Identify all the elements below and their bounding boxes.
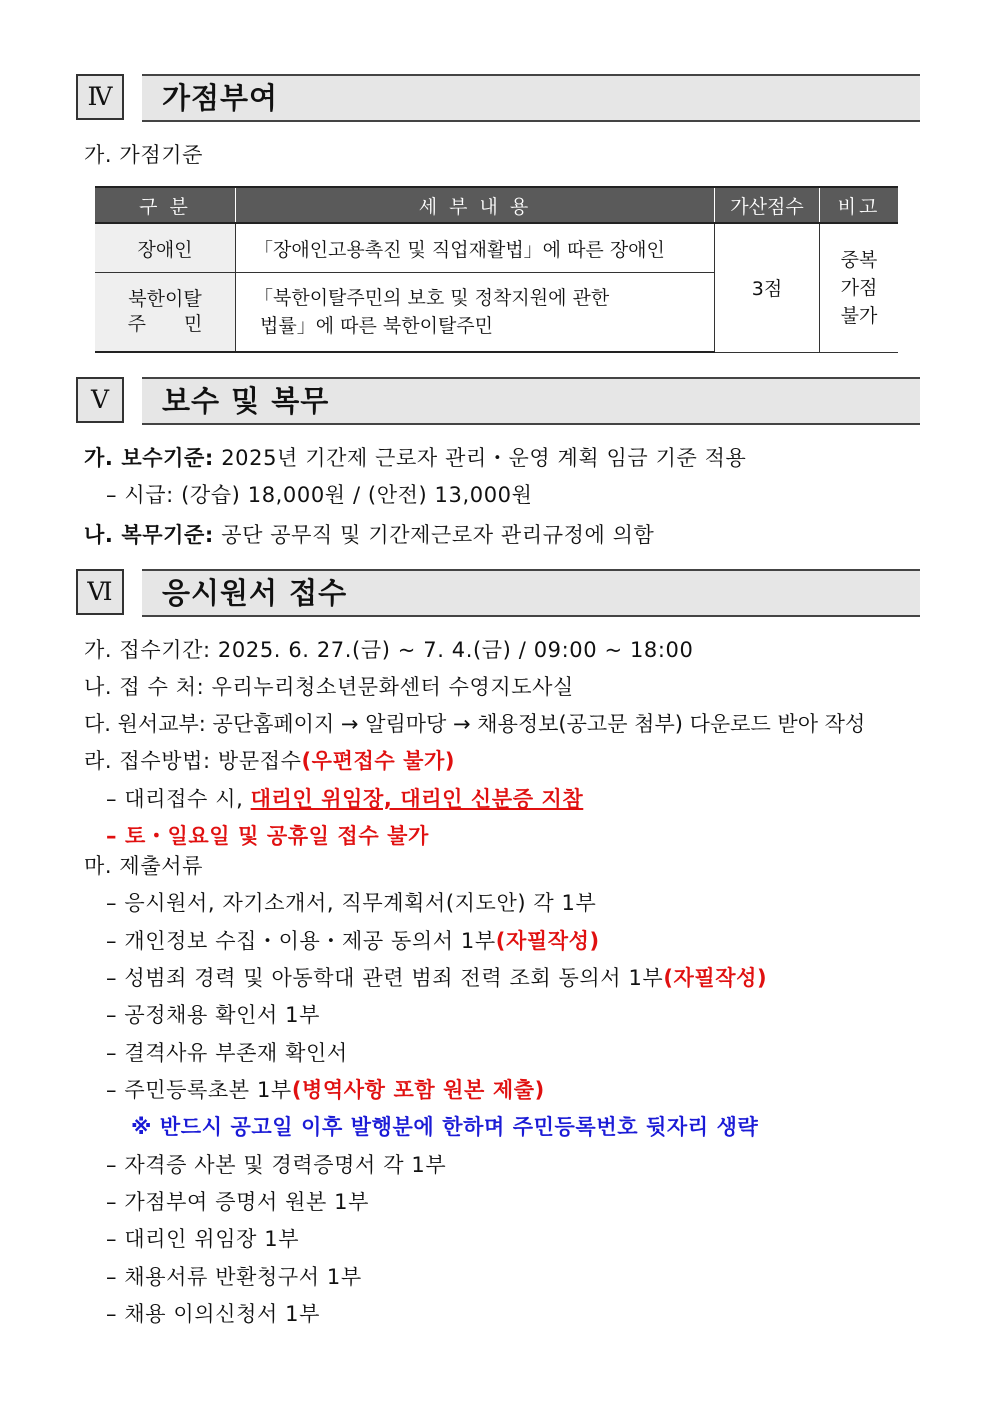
application-method xyxy=(84,746,455,776)
document-item: – 가점부여 증명서 원본 1부 xyxy=(106,1190,370,1214)
pay-standard xyxy=(84,443,746,473)
weekend-notice xyxy=(106,821,429,851)
section-header-5 xyxy=(76,377,920,423)
hourly-wage: – 시급: (강습) 18,000원 / (안전) 13,000원 xyxy=(106,483,533,507)
section-number: Ⅵ xyxy=(76,569,124,615)
table-row xyxy=(95,223,898,273)
document-warning: (자필작성) xyxy=(663,966,768,990)
category-line: 주 민 xyxy=(127,313,203,335)
table-header: 세 부 내 용 xyxy=(236,187,715,223)
work-standard-text: 공단 공무직 및 기간제근로자 관리규정에 의함 xyxy=(213,523,655,547)
document-warning: (자필작성) xyxy=(495,929,600,953)
note-line: 중복 xyxy=(840,248,878,271)
section-title-bar xyxy=(142,377,920,425)
table-cell-category xyxy=(95,273,236,353)
method-text: 라. 접수방법: 방문접수 xyxy=(84,749,302,773)
section-title: 가점부여 xyxy=(162,81,279,115)
section-title: 보수 및 복무 xyxy=(162,384,330,418)
pay-standard-text: 2025년 기간제 근로자 관리・운영 계획 임금 기준 적용 xyxy=(213,446,747,470)
table-cell-note xyxy=(820,223,899,352)
document-item: – 공정채용 확인서 1부 xyxy=(106,1003,320,1027)
application-place: 나. 접 수 처: 우리누리청소년문화센터 수영지도사실 xyxy=(84,675,574,699)
work-standard-label: 나. 복무기준: xyxy=(84,523,214,547)
resident-register-note: ※ 반드시 공고일 이후 발행분에 한하며 주민등록번호 뒷자리 생략 xyxy=(131,1115,759,1139)
document-text: – 개인정보 수집・이용・제공 동의서 1부 xyxy=(106,929,496,953)
weekend-dash: – xyxy=(106,824,126,848)
section-title-bar xyxy=(142,74,920,122)
section-title: 응시원서 접수 xyxy=(162,576,348,610)
detail-line: 「북한이탈주민의 보호 및 정착지원에 관한 xyxy=(254,287,610,309)
note-line: 불가 xyxy=(840,304,878,327)
document-text: – 성범죄 경력 및 아동학대 관련 범죄 전력 조회 동의서 1부 xyxy=(106,966,664,990)
table-cell-detail xyxy=(236,273,715,353)
section-number: Ⅴ xyxy=(76,377,124,423)
document-text: – 주민등록초본 1부 xyxy=(106,1078,292,1102)
document-item: – 대리인 위임장 1부 xyxy=(106,1227,300,1251)
weekend-warning: 토・일요일 및 공휴일 접수 불가 xyxy=(125,824,429,848)
document-item xyxy=(106,926,600,956)
pay-standard-label: 가. 보수기준: xyxy=(84,446,214,470)
table-cell-category: 장애인 xyxy=(95,223,236,273)
application-period: 가. 접수기간: 2025. 6. 27.(금) ~ 7. 4.(금) / 09:00 ~ 18:00 xyxy=(84,638,694,662)
form-distribution: 다. 원서교부: 공단홈페이지 → 알림마당 → 채용정보(공고문 첨부) 다운로드 받아 작성 xyxy=(84,712,866,736)
proxy-warning: 대리인 위임장, 대리인 신분증 지참 xyxy=(250,787,584,811)
document-item: – 채용서류 반환청구서 1부 xyxy=(106,1265,362,1289)
document-item xyxy=(106,963,767,993)
table-header: 비고 xyxy=(820,187,899,223)
document-warning: (병역사항 포함 원본 제출) xyxy=(291,1078,545,1102)
bonus-criteria-table xyxy=(95,186,898,353)
table-cell-detail: 「장애인고용촉진 및 직업재활법」에 따른 장애인 xyxy=(236,223,715,273)
document-item: – 결격사유 부존재 확인서 xyxy=(106,1041,348,1065)
documents-title: 마. 제출서류 xyxy=(84,854,203,878)
section-title-bar xyxy=(142,569,920,617)
document-item: – 채용 이의신청서 1부 xyxy=(106,1302,320,1326)
table-cell-points: 3점 xyxy=(715,223,820,352)
document-item: – 자격증 사본 및 경력증명서 각 1부 xyxy=(106,1153,447,1177)
document-item xyxy=(106,1075,545,1105)
section-number: Ⅳ xyxy=(76,74,124,120)
detail-line: 법률」에 따른 북한이탈주민 xyxy=(254,315,494,337)
work-standard xyxy=(84,520,654,550)
method-warning: (우편접수 불가) xyxy=(301,749,456,773)
section-header-6 xyxy=(76,569,920,615)
note-line: 가점 xyxy=(840,276,878,299)
table-header: 구 분 xyxy=(95,187,236,223)
section-header-4 xyxy=(76,74,920,120)
proxy-application xyxy=(106,784,583,814)
table-header: 가산점수 xyxy=(715,187,820,223)
proxy-text: – 대리접수 시, xyxy=(106,787,251,811)
document-item: – 응시원서, 자기소개서, 직무계획서(지도안) 각 1부 xyxy=(106,891,597,915)
table-header-row xyxy=(95,187,898,223)
subsection-title: 가. 가점기준 xyxy=(84,143,203,167)
category-line: 북한이탈 xyxy=(128,288,202,310)
